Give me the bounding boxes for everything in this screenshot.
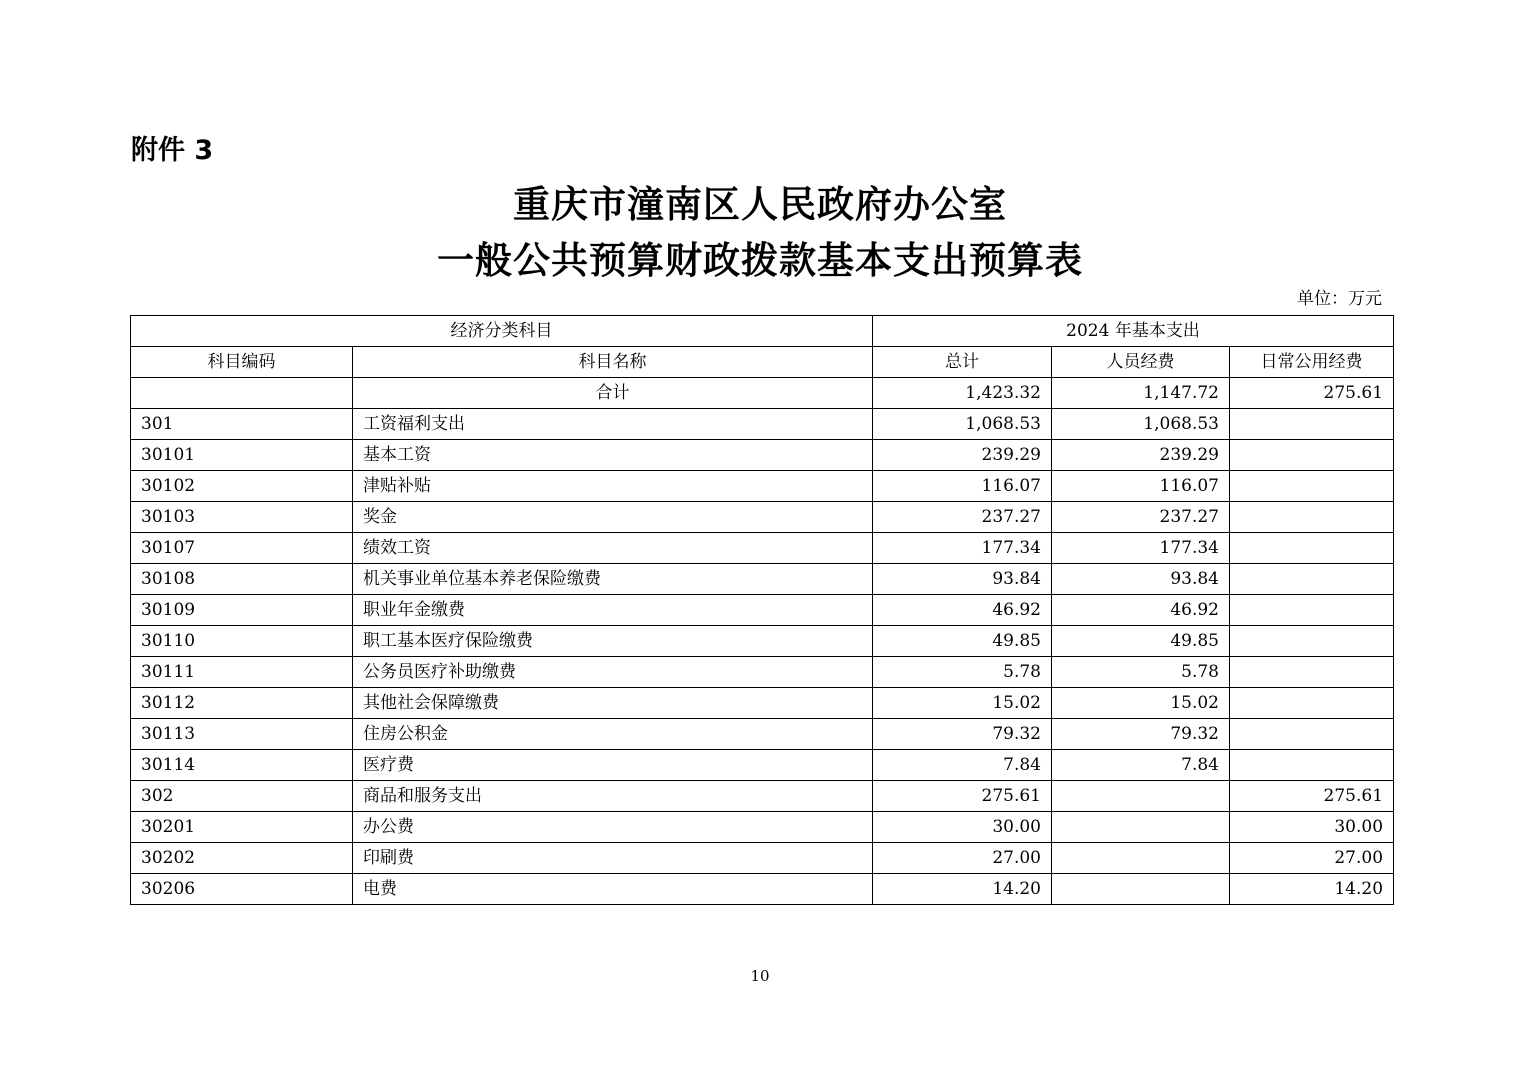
table-row — [131, 626, 1394, 657]
table-row — [131, 440, 1394, 471]
page-number: 10 — [750, 967, 770, 985]
row-personnel — [1052, 812, 1230, 843]
row-personnel — [1052, 843, 1230, 874]
row-total: 14.20 — [873, 874, 1052, 905]
document-title-line-1: 重庆市潼南区人民政府办公室 — [513, 183, 1007, 226]
row-personnel: 116.07 — [1052, 471, 1230, 502]
row-code: 30109 — [131, 595, 353, 626]
row-daily — [1230, 564, 1394, 595]
row-name: 绩效工资 — [353, 533, 873, 564]
row-code: 30202 — [131, 843, 353, 874]
row-total: 15.02 — [873, 688, 1052, 719]
row-total: 7.84 — [873, 750, 1052, 781]
header-daily-public-expense: 日常公用经费 — [1230, 347, 1394, 378]
row-total: 116.07 — [873, 471, 1052, 502]
header-subject-code: 科目编码 — [131, 347, 353, 378]
row-personnel: 5.78 — [1052, 657, 1230, 688]
row-daily: 30.00 — [1230, 812, 1394, 843]
row-code: 30102 — [131, 471, 353, 502]
row-total: 79.32 — [873, 719, 1052, 750]
row-name: 工资福利支出 — [353, 409, 873, 440]
row-total: 27.00 — [873, 843, 1052, 874]
table-row — [131, 657, 1394, 688]
row-personnel: 7.84 — [1052, 750, 1230, 781]
table-row — [131, 409, 1394, 440]
row-total: 275.61 — [873, 781, 1052, 812]
table-row — [131, 564, 1394, 595]
row-total: 46.92 — [873, 595, 1052, 626]
table-header-row-sub — [131, 347, 1394, 378]
row-personnel: 237.27 — [1052, 502, 1230, 533]
header-personnel-expense: 人员经费 — [1052, 347, 1230, 378]
row-personnel: 239.29 — [1052, 440, 1230, 471]
row-total: 5.78 — [873, 657, 1052, 688]
row-daily — [1230, 595, 1394, 626]
total-row-personnel: 1,147.72 — [1052, 378, 1230, 409]
row-daily: 275.61 — [1230, 781, 1394, 812]
row-personnel: 1,068.53 — [1052, 409, 1230, 440]
row-name: 医疗费 — [353, 750, 873, 781]
row-daily: 14.20 — [1230, 874, 1394, 905]
row-personnel: 49.85 — [1052, 626, 1230, 657]
row-name: 办公费 — [353, 812, 873, 843]
row-code: 30112 — [131, 688, 353, 719]
row-daily — [1230, 440, 1394, 471]
row-personnel — [1052, 781, 1230, 812]
row-daily — [1230, 471, 1394, 502]
row-code: 30114 — [131, 750, 353, 781]
total-row-code — [131, 378, 353, 409]
table-header-row-top — [131, 316, 1394, 347]
table-row — [131, 843, 1394, 874]
row-name: 住房公积金 — [353, 719, 873, 750]
budget-table — [130, 315, 1394, 905]
row-code: 30110 — [131, 626, 353, 657]
row-name: 商品和服务支出 — [353, 781, 873, 812]
row-name: 印刷费 — [353, 843, 873, 874]
row-code: 30103 — [131, 502, 353, 533]
table-row — [131, 533, 1394, 564]
table-row — [131, 502, 1394, 533]
row-daily — [1230, 688, 1394, 719]
total-row-label: 合计 — [353, 378, 873, 409]
row-code: 30101 — [131, 440, 353, 471]
row-daily — [1230, 626, 1394, 657]
row-name: 公务员医疗补助缴费 — [353, 657, 873, 688]
row-code: 30111 — [131, 657, 353, 688]
attachment-label: 附件 3 — [131, 135, 214, 166]
table-row — [131, 719, 1394, 750]
row-code: 30107 — [131, 533, 353, 564]
row-total: 1,068.53 — [873, 409, 1052, 440]
row-daily — [1230, 502, 1394, 533]
table-row — [131, 874, 1394, 905]
row-daily — [1230, 719, 1394, 750]
row-name: 奖金 — [353, 502, 873, 533]
row-daily — [1230, 533, 1394, 564]
row-personnel: 177.34 — [1052, 533, 1230, 564]
row-name: 津贴补贴 — [353, 471, 873, 502]
row-total: 177.34 — [873, 533, 1052, 564]
row-total: 239.29 — [873, 440, 1052, 471]
row-daily — [1230, 409, 1394, 440]
row-total: 49.85 — [873, 626, 1052, 657]
row-daily — [1230, 657, 1394, 688]
row-personnel: 93.84 — [1052, 564, 1230, 595]
total-row-total: 1,423.32 — [873, 378, 1052, 409]
document-title-line-2: 一般公共预算财政拨款基本支出预算表 — [437, 239, 1083, 282]
total-row-daily: 275.61 — [1230, 378, 1394, 409]
row-name: 机关事业单位基本养老保险缴费 — [353, 564, 873, 595]
total-row — [131, 378, 1394, 409]
row-personnel — [1052, 874, 1230, 905]
table-row — [131, 750, 1394, 781]
row-code: 30201 — [131, 812, 353, 843]
row-total: 237.27 — [873, 502, 1052, 533]
table-row — [131, 781, 1394, 812]
row-personnel: 46.92 — [1052, 595, 1230, 626]
row-name: 职工基本医疗保险缴费 — [353, 626, 873, 657]
row-daily: 27.00 — [1230, 843, 1394, 874]
row-code: 30108 — [131, 564, 353, 595]
row-code: 30206 — [131, 874, 353, 905]
header-subject-name: 科目名称 — [353, 347, 873, 378]
unit-label: 单位：万元 — [1297, 289, 1382, 309]
row-total: 93.84 — [873, 564, 1052, 595]
row-name: 职业年金缴费 — [353, 595, 873, 626]
row-name: 电费 — [353, 874, 873, 905]
row-daily — [1230, 750, 1394, 781]
row-total: 30.00 — [873, 812, 1052, 843]
row-name: 其他社会保障缴费 — [353, 688, 873, 719]
row-code: 301 — [131, 409, 353, 440]
table-row — [131, 688, 1394, 719]
row-personnel: 15.02 — [1052, 688, 1230, 719]
table-row — [131, 595, 1394, 626]
row-code: 302 — [131, 781, 353, 812]
table-row — [131, 471, 1394, 502]
row-name: 基本工资 — [353, 440, 873, 471]
table-row — [131, 812, 1394, 843]
row-personnel: 79.32 — [1052, 719, 1230, 750]
row-code: 30113 — [131, 719, 353, 750]
header-economic-classification: 经济分类科目 — [131, 316, 873, 347]
header-total: 总计 — [873, 347, 1052, 378]
header-basic-expenditure-2024: 2024 年基本支出 — [873, 316, 1394, 347]
